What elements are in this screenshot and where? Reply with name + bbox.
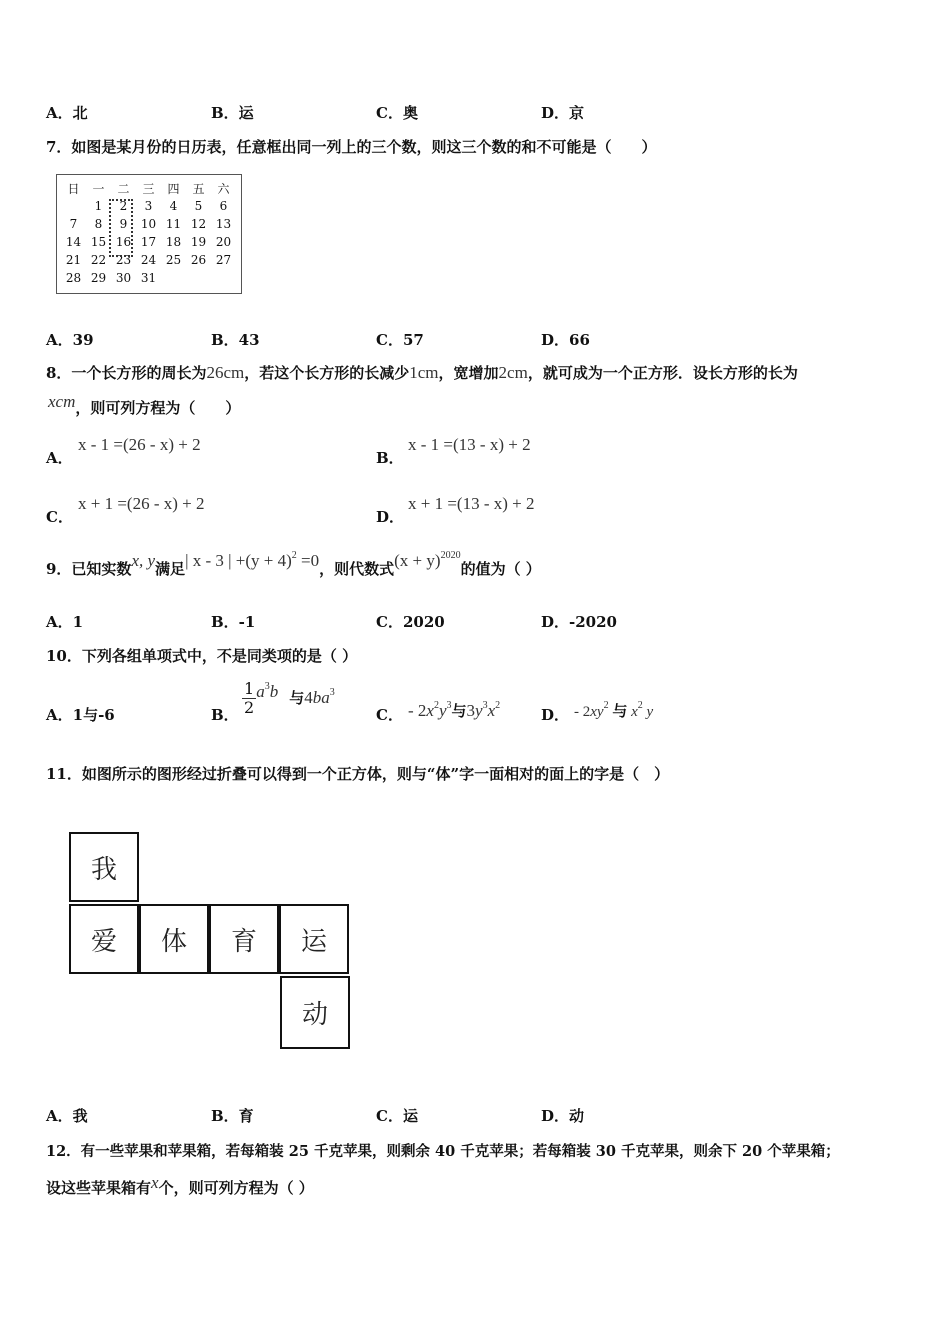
calendar-day-cell: 29 — [90, 271, 107, 285]
q8-text-e: ，则可列方程为（ ） — [75, 399, 241, 417]
q10-option-c-label: C． — [376, 706, 403, 724]
calendar-day-cell: 11 — [165, 217, 182, 231]
q12-text-a: 设这些苹果箱有 — [46, 1179, 152, 1197]
q10-option-a: A．1与-6 — [46, 706, 115, 724]
q8-option-c-label: C． — [46, 508, 73, 526]
q6-option-b: B．运 — [211, 104, 254, 122]
net-face-yun: 运 — [279, 904, 349, 974]
q10-b-yu: 与 — [289, 689, 305, 707]
net-face-ai: 爱 — [69, 904, 139, 974]
q12-line1: 12．有一些苹果和苹果箱，若每箱装 25 千克苹果，则剩余 40 千克苹果；若每箱装 30 千克苹果，则余下 20 个苹果箱； — [46, 1143, 840, 1160]
calendar-header-cell: 一 — [92, 181, 105, 196]
calendar-day-cell: 4 — [169, 199, 178, 213]
q8-option-a-expr: x - 1 =(26 - x) + 2 — [78, 435, 201, 454]
net-face-dong: 动 — [280, 976, 350, 1049]
q9-condition-tail: =0 — [296, 551, 320, 570]
q9-text-c: ，则代数式 — [319, 560, 395, 578]
calendar-day-cell: 21 — [65, 253, 82, 267]
calendar-day-cell: 31 — [140, 271, 157, 285]
q8-line2 — [48, 392, 241, 418]
q11-option-d: D．动 — [541, 1107, 585, 1125]
calendar-header-cell: 五 — [192, 181, 205, 196]
q10-fraction-denominator: 2 — [244, 698, 255, 717]
q10-option-d-label: D． — [541, 706, 570, 724]
q8-text-c: ，宽增加 — [438, 364, 499, 382]
calendar-row — [61, 197, 236, 215]
calendar-day-cell: 24 — [140, 253, 157, 267]
q7-text: 7．如图是某月份的日历表，任意框出同一列上的三个数，则这三个数的和不可能是（ ） — [46, 138, 657, 156]
calendar-header-cell: 二 — [117, 181, 130, 196]
q10-c-yu: 与 — [451, 704, 467, 720]
calendar-day-cell: 3 — [144, 199, 153, 213]
q9-option-d: D．-2020 — [541, 613, 617, 631]
calendar-day-cell: 14 — [65, 235, 82, 249]
q8-length-var: xcm — [48, 392, 76, 411]
calendar-figure — [56, 174, 242, 294]
q8-option-a-label: A． — [46, 449, 73, 467]
q9-text-b: 满足 — [155, 560, 186, 578]
calendar-day-cell — [186, 269, 211, 287]
q10-option-d-expr: - $2xy^2$ 与 $x^2$ y — [574, 700, 654, 720]
q8-text-b: ，若这个长方形的长减少 — [244, 364, 410, 382]
q8-line1 — [46, 362, 798, 383]
calendar-day-cell: 8 — [94, 217, 103, 231]
q8-text-a: 8．一个长方形的周长为 — [46, 364, 207, 382]
calendar-row — [61, 269, 236, 287]
calendar-day-cell: 5 — [194, 199, 203, 213]
net-face-yu: 育 — [209, 904, 279, 974]
calendar-header-cell: 六 — [217, 181, 230, 196]
net-face-ti: 体 — [139, 904, 209, 974]
calendar-day-cell: 7 — [69, 217, 78, 231]
q7-option-c: C．57 — [376, 331, 424, 349]
q6-option-a: A．北 — [46, 104, 88, 122]
calendar-day-cell: 25 — [165, 253, 182, 267]
q11-option-c: C．运 — [376, 1107, 418, 1125]
calendar-day-cell: 30 — [115, 271, 132, 285]
calendar-row — [61, 215, 236, 233]
q9-condition-exp: 2 — [291, 550, 297, 561]
q8-decrease: 1cm — [409, 363, 439, 382]
calendar-day-cell: 16 — [115, 235, 132, 249]
net-face-wo: 我 — [69, 832, 139, 902]
q9-condition-base: | x - 3 | +(y + 4) — [185, 551, 292, 570]
q9-line — [46, 550, 541, 579]
q8-option-d-label: D． — [376, 508, 405, 526]
q8-option-b-expr: x - 1 =(13 - x) + 2 — [408, 435, 531, 454]
q9-vars: x, y — [131, 551, 156, 570]
q10-option-b-expr: $\frac{1}{2}$ $a^3b$ 与$4ba^3$ — [244, 679, 335, 717]
q9-expression-exp: 2020 — [440, 550, 461, 561]
q6-option-c: C．奥 — [376, 104, 418, 122]
q10-d-yu: 与 — [612, 704, 628, 720]
calendar-day-cell — [61, 197, 86, 215]
calendar-day-cell: 6 — [219, 199, 228, 213]
calendar-day-cell: 13 — [215, 217, 232, 231]
q12-line2 — [46, 1173, 314, 1198]
calendar-day-cell: 12 — [190, 217, 207, 231]
calendar-day-cell: 26 — [190, 253, 207, 267]
calendar-table — [61, 179, 236, 287]
q8-option-b-label: B． — [376, 449, 404, 467]
calendar-selection-box — [109, 199, 133, 257]
q7-option-d: D．66 — [541, 331, 590, 349]
q6-option-d: D．京 — [541, 104, 585, 122]
calendar-day-cell: 22 — [90, 253, 107, 267]
q9-text-d: 的值为（ ） — [460, 560, 541, 578]
calendar-day-cell: 10 — [140, 217, 157, 231]
calendar-day-cell: 2 — [119, 199, 128, 213]
q12-text-b: 个，则可列方程为（ ） — [158, 1179, 314, 1197]
q7-option-a: A．39 — [46, 331, 94, 349]
q10-option-b-fraction — [242, 680, 256, 717]
q9-expression — [394, 551, 460, 570]
calendar-row — [61, 233, 236, 251]
q10-option-c-expr: - $2x^2y^3$与$3y^3x^2$ — [408, 700, 501, 720]
calendar-row — [61, 251, 236, 269]
q11-option-a: A．我 — [46, 1107, 88, 1125]
q9-expression-base: (x + y) — [394, 551, 441, 570]
calendar-header-cell: 三 — [142, 181, 155, 196]
calendar-header-cell: 四 — [167, 181, 180, 196]
calendar-day-cell: 23 — [115, 253, 132, 267]
calendar-day-cell: 19 — [190, 235, 207, 249]
q9-text-a: 9．已知实数 — [46, 560, 132, 578]
q8-option-c-expr: x + 1 =(26 - x) + 2 — [78, 494, 205, 513]
q7-option-b: B．43 — [211, 331, 260, 349]
calendar-day-cell: 18 — [165, 235, 182, 249]
q12-var: x — [151, 1173, 159, 1192]
q8-option-d-expr: x + 1 =(13 - x) + 2 — [408, 494, 535, 513]
q9-option-c: C．2020 — [376, 613, 445, 631]
calendar-day-cell: 28 — [65, 271, 82, 285]
q10-option-b-label: B． — [211, 706, 239, 724]
q9-option-a: A．1 — [46, 613, 84, 631]
q9-option-b: B．-1 — [211, 613, 256, 631]
q8-increase: 2cm — [498, 363, 528, 382]
calendar-day-cell: 15 — [90, 235, 107, 249]
calendar-day-cell: 9 — [119, 217, 128, 231]
q9-condition — [185, 551, 319, 570]
calendar-header-cell: 日 — [67, 181, 80, 196]
calendar-day-cell: 17 — [140, 235, 157, 249]
q8-text-d: ，就可成为一个正方形．设长方形的长为 — [527, 364, 798, 382]
calendar-day-cell — [211, 269, 236, 287]
calendar-day-cell: 20 — [215, 235, 232, 249]
calendar-day-cell: 1 — [94, 199, 103, 213]
q11-option-b: B．育 — [211, 1107, 254, 1125]
calendar-day-cell: 27 — [215, 253, 232, 267]
q11-text: 11．如图所示的图形经过折叠可以得到一个正方体，则与“体”字一面相对的面上的字是（ ） — [46, 765, 670, 783]
calendar-day-cell — [161, 269, 186, 287]
q8-perimeter: 26cm — [206, 363, 245, 382]
q10-text: 10．下列各组单项式中，不是同类项的是（ ） — [46, 647, 358, 665]
q10-fraction-numerator: 1 — [244, 679, 255, 698]
